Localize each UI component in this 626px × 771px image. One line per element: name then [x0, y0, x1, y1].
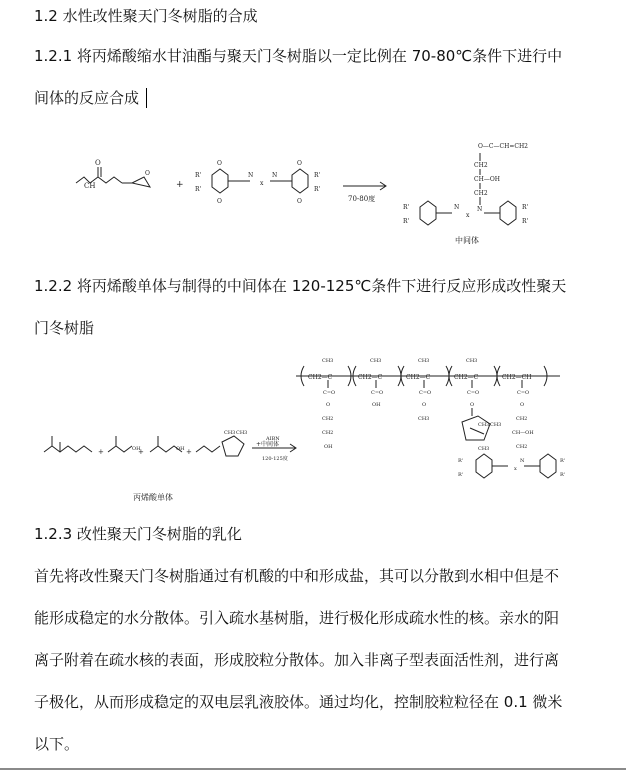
- r-label: R': [560, 472, 566, 478]
- condition-top-label: AIBN: [266, 436, 280, 442]
- r-label: R': [403, 204, 410, 211]
- r-label: R': [522, 218, 529, 225]
- ch3-label: CH3: [478, 446, 490, 452]
- r-label: R': [314, 186, 321, 193]
- ch3-label: CH3: [370, 358, 382, 364]
- ch3-label: CH3: [478, 422, 490, 428]
- paragraph-line-4: 子极化，从而形成稳定的双电层乳液胶体。通过均化，控制胶粒粒径在 0.1 微米: [34, 693, 563, 711]
- x-label: x: [514, 466, 517, 472]
- ch2c-label: CH2—C: [406, 374, 431, 381]
- section-1-2-2-line-1: 1.2.2 将丙烯酸单体与制得的中间体在 120-125℃条件下进行反应形成改性聚天: [34, 277, 567, 295]
- section-heading-1-2: 1.2 水性改性聚天门冬树脂的合成: [34, 7, 258, 25]
- n-label: N: [520, 458, 525, 464]
- o-label: O: [520, 402, 525, 408]
- co-label: C=O: [419, 390, 432, 396]
- carbonyl-o-label: O: [95, 159, 101, 167]
- paragraph-line-3: 离子附着在疏水核的表面，形成胶粒分散体。加入非离子型表面活性剂，进行离: [34, 651, 560, 669]
- n-label: N: [248, 172, 254, 179]
- top-chain-label: O—C—CH=CH2: [478, 143, 529, 150]
- acrylic-monomers: [44, 436, 244, 456]
- r-label: R': [403, 218, 410, 225]
- oh-label: OH: [372, 402, 381, 408]
- ch2c-label: CH2—C: [358, 374, 383, 381]
- reaction-scheme-1: [0, 125, 626, 255]
- ch2ch-label: CH2—CH: [502, 374, 532, 381]
- r-label: R': [458, 472, 464, 478]
- ch3-label: CH3: [418, 416, 430, 422]
- ch2-label: CH2: [322, 430, 334, 436]
- o-label: O: [297, 198, 302, 205]
- paragraph-line-5: 以下。: [34, 735, 80, 753]
- oh-label: OH: [324, 444, 333, 450]
- paragraph-line-2: 能形成稳定的水分散体。引入疏水基树脂，进行极化形成疏水性的核。亲水的阳: [34, 609, 560, 627]
- ch2-label: CH2: [516, 444, 528, 450]
- choh-label: CH—OH: [474, 176, 500, 183]
- n-label: N: [477, 206, 483, 213]
- condition-bottom-label: 120-125度: [262, 456, 288, 462]
- reaction-scheme-2: [0, 352, 626, 512]
- o-label: O: [297, 160, 302, 167]
- ch3-label: CH3: [466, 358, 478, 364]
- ch3-label: CH3: [418, 358, 430, 364]
- o-label: O: [470, 402, 475, 408]
- choh-label: CH—OH: [512, 430, 534, 436]
- ch2-label: CH2: [516, 416, 528, 422]
- co-label: C=O: [467, 390, 480, 396]
- ch2-label: CH2: [474, 162, 488, 169]
- ch3-label: CH3: [236, 430, 248, 436]
- o-label: O: [217, 198, 222, 205]
- r-label: R': [195, 172, 202, 179]
- r-label: R': [195, 186, 202, 193]
- section-1-2-2-line-2: 门冬树脂: [34, 319, 95, 337]
- section-1-2-1-line-2: 间体的反应合成: [34, 89, 140, 107]
- ch2-label: CH2: [322, 416, 334, 422]
- plus-sign: +: [176, 180, 184, 190]
- text-cursor: [146, 88, 147, 108]
- o-label: O: [422, 402, 427, 408]
- ch3-label: CH3: [490, 422, 502, 428]
- ch3-label: CH3: [224, 430, 236, 436]
- o-label: O: [217, 160, 222, 167]
- n-label: N: [454, 204, 460, 211]
- n-label: N: [272, 172, 278, 179]
- ch2c-label: CH2—C: [454, 374, 479, 381]
- x-label: x: [466, 212, 470, 219]
- ch2c-label: CH2—C: [308, 374, 333, 381]
- co-label: C=O: [323, 390, 336, 396]
- intermediate-label: +中间体: [256, 441, 280, 448]
- r-label: R': [522, 204, 529, 211]
- co-label: C=O: [517, 390, 530, 396]
- condition-label: 70-80度: [348, 195, 376, 203]
- epoxide-o-label: O: [145, 170, 150, 177]
- monomer-label: 丙烯酸单体: [133, 493, 173, 502]
- r-label: R': [458, 458, 464, 464]
- ch2-label: CH2: [474, 190, 488, 197]
- intermediate-label: 中间体: [455, 236, 479, 245]
- page-bottom-rule: [0, 768, 626, 770]
- oh-label: OH: [132, 446, 141, 452]
- r-label: R': [314, 172, 321, 179]
- r-label: R': [560, 458, 566, 464]
- section-1-2-1-line-1: 1.2.1 将丙烯酸缩水甘油酯与聚天门冬树脂以一定比例在 70-80℃条件下进行中: [34, 47, 563, 65]
- ch-label: CH: [84, 182, 96, 190]
- ch3-label: CH3: [322, 358, 334, 364]
- o-label: O: [326, 402, 331, 408]
- reaction-arrow-1: [343, 182, 386, 190]
- plus-sign: +: [138, 448, 144, 456]
- section-heading-1-2-3: 1.2.3 改性聚天门冬树脂的乳化: [34, 525, 242, 543]
- plus-sign: +: [98, 448, 104, 456]
- oh-label: OH: [176, 446, 185, 452]
- co-label: C=O: [371, 390, 384, 396]
- x-label: x: [260, 180, 264, 187]
- plus-sign: +: [186, 448, 192, 456]
- paragraph-line-1: 首先将改性聚天门冬树脂通过有机酸的中和形成盐，其可以分散到水相中但是不: [34, 567, 560, 585]
